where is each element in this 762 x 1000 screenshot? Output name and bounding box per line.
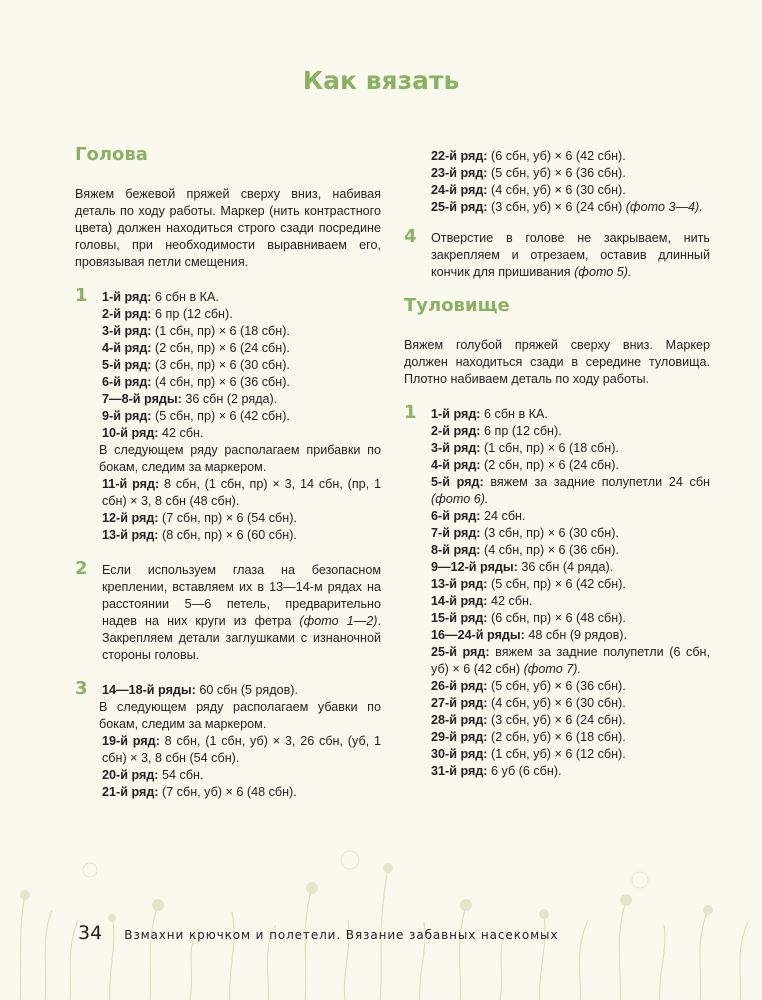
- pattern-row: [431, 457, 710, 474]
- row-label: 13-й ряд:: [102, 528, 159, 542]
- row-list: [102, 476, 381, 544]
- head-intro: Вяжем бежевой пряжей сверху вниз, набивая деталь по ходу работы. Маркер (нить контрастного цвета) должен находиться строго сзади посредине головы, при необходимости выравниваем его, провязывая петли смещения.: [75, 187, 381, 269]
- row-label: 25-й ряд:: [431, 645, 490, 659]
- row-text: 6 уб (6 сбн).: [487, 764, 562, 778]
- row-text: 6 сбн в КА.: [151, 290, 219, 304]
- pattern-row: [431, 678, 710, 695]
- continued-rows: [404, 148, 710, 216]
- pattern-row: [431, 508, 710, 525]
- right-column: [404, 148, 710, 780]
- step-note: В следующем ряду располагаем прибавки по бокам, следим за маркером.: [99, 443, 381, 474]
- pattern-row: [431, 148, 710, 165]
- row-text: 8 сбн, (1 сбн, пр) × 3, 14 сбн, (пр, 1 сбн) × 3, 8 сбн (48 сбн).: [102, 477, 381, 508]
- row-label: 7-й ряд:: [431, 526, 481, 540]
- pattern-row: [102, 682, 381, 699]
- row-list: [102, 733, 381, 801]
- row-label: 4-й ряд:: [102, 341, 152, 355]
- pattern-row: [431, 423, 710, 440]
- row-text: (4 сбн, уб) × 6 (30 сбн).: [487, 183, 626, 197]
- row-text: (6 сбн, пр) × 6 (48 сбн).: [487, 611, 626, 625]
- row-text: (3 сбн, уб) × 6 (24 сбн): [487, 200, 626, 214]
- pattern-row: [102, 408, 381, 425]
- pattern-row: [102, 340, 381, 357]
- row-text: 54 сбн.: [158, 768, 204, 782]
- row-text: (5 сбн, уб) × 6 (36 сбн).: [487, 166, 626, 180]
- step-text-part: Если используем глаза на безопасном креплении, вставляем их в 13—14-м рядах на расстоянии 5—6 петель, предварительно надев на них круги из фетра: [102, 563, 381, 628]
- row-label: 13-й ряд:: [431, 577, 488, 591]
- pattern-row: [102, 306, 381, 323]
- pattern-row: [102, 357, 381, 374]
- pattern-row: [431, 199, 710, 216]
- row-text: (3 сбн, пр) × 6 (30 сбн).: [151, 358, 290, 372]
- page-number: 34: [78, 922, 103, 944]
- step-number: 1: [404, 402, 417, 423]
- row-text: (3 сбн, пр) × 6 (30 сбн).: [480, 526, 619, 540]
- row-text: 6 пр (12 сбн).: [480, 424, 562, 438]
- row-label: 20-й ряд:: [102, 768, 159, 782]
- row-label: 15-й ряд:: [431, 611, 488, 625]
- row-text: (7 сбн, уб) × 6 (48 сбн).: [158, 785, 297, 799]
- row-label: 29-й ряд:: [431, 730, 488, 744]
- step-number: 2: [75, 558, 88, 579]
- row-text: (2 сбн, пр) × 6 (24 сбн).: [151, 341, 290, 355]
- row-text: вяжем за задние полупетли (6 сбн, уб) × 6 (42 сбн): [431, 645, 710, 676]
- step-note: В следующем ряду располагаем убавки по бокам, следим за маркером.: [99, 700, 381, 731]
- meadow-illustration: [0, 800, 762, 1000]
- row-text: 42 сбн.: [158, 426, 204, 440]
- photo-ref: (фото 5).: [574, 265, 632, 279]
- row-label: 16—24-й ряды:: [431, 628, 525, 642]
- row-text: (1 сбн, пр) × 6 (18 сбн).: [480, 441, 619, 455]
- pattern-row: [102, 323, 381, 340]
- row-list: [102, 289, 381, 442]
- row-text: (6 сбн, уб) × 6 (42 сбн).: [487, 149, 626, 163]
- pattern-row: [431, 165, 710, 182]
- page-footer: [78, 922, 558, 944]
- pattern-row: [102, 476, 381, 510]
- pattern-row: [431, 182, 710, 199]
- section-heading-body: Туловище: [404, 295, 510, 316]
- row-label: 6-й ряд:: [431, 509, 481, 523]
- pattern-row: [431, 644, 710, 678]
- left-column: [75, 144, 381, 801]
- row-label: 3-й ряд:: [102, 324, 152, 338]
- row-label: 26-й ряд:: [431, 679, 488, 693]
- row-text: (2 сбн, пр) × 6 (24 сбн).: [480, 458, 619, 472]
- row-label: 27-й ряд:: [431, 696, 488, 710]
- step-text-part: Отверстие в голове не закрываем, нить закрепляем и отрезаем, оставив длинный кончик для пришивания: [431, 231, 710, 279]
- row-text: (5 сбн, пр) × 6 (42 сбн).: [151, 409, 290, 423]
- step-text-part: . Закрепляем детали заглушками с изнаночной стороны головы.: [102, 614, 381, 662]
- pattern-row: [431, 576, 710, 593]
- row-text: 36 сбн (4 ряда).: [517, 560, 614, 574]
- row-label: 14-й ряд:: [431, 594, 488, 608]
- row-text: (7 сбн, пр) × 6 (54 сбн).: [158, 511, 297, 525]
- row-label: 30-й ряд:: [431, 747, 488, 761]
- row-label: 12-й ряд:: [102, 511, 159, 525]
- row-label: 1-й ряд:: [102, 290, 152, 304]
- pattern-row: [431, 474, 710, 508]
- row-text: 42 сбн.: [487, 594, 533, 608]
- row-label: 25-й ряд:: [431, 200, 488, 214]
- row-text: (4 сбн, пр) × 6 (36 сбн).: [480, 543, 619, 557]
- row-text: (2 сбн, уб) × 6 (18 сбн).: [487, 730, 626, 744]
- pattern-row: [102, 784, 381, 801]
- row-label: 31-й ряд:: [431, 764, 488, 778]
- row-text: (4 сбн, пр) × 6 (36 сбн).: [151, 375, 290, 389]
- pattern-row: [431, 627, 710, 644]
- body-step-1: [404, 402, 710, 780]
- row-label: 5-й ряд:: [431, 475, 484, 489]
- head-step-3: [75, 678, 381, 801]
- row-label: 9-й ряд:: [102, 409, 152, 423]
- head-step-1: [75, 285, 381, 544]
- row-text: 24 сбн.: [480, 509, 526, 523]
- row-label: 7—8-й ряды:: [102, 392, 182, 406]
- pattern-row: [102, 527, 381, 544]
- pattern-row: [431, 712, 710, 729]
- pattern-row: [431, 593, 710, 610]
- row-text: (3 сбн, уб) × 6 (24 сбн).: [487, 713, 626, 727]
- row-text: (8 сбн, пр) × 6 (60 сбн).: [158, 528, 297, 542]
- step-number: 1: [75, 285, 88, 306]
- photo-ref: (фото 6).: [431, 492, 489, 506]
- row-label: 9—12-й ряды:: [431, 560, 518, 574]
- row-label: 10-й ряд:: [102, 426, 159, 440]
- pattern-row: [431, 559, 710, 576]
- row-label: 23-й ряд:: [431, 166, 488, 180]
- row-label: 6-й ряд:: [102, 375, 152, 389]
- row-label: 28-й ряд:: [431, 713, 488, 727]
- row-label: 4-й ряд:: [431, 458, 481, 472]
- step-text: [102, 562, 381, 664]
- head-step-2: [75, 558, 381, 664]
- row-label: 2-й ряд:: [431, 424, 481, 438]
- row-list: [102, 682, 381, 699]
- pattern-row: [431, 729, 710, 746]
- pattern-row: [102, 391, 381, 408]
- row-label: 11-й ряд:: [102, 477, 160, 491]
- pattern-row: [431, 695, 710, 712]
- pattern-row: [431, 406, 710, 423]
- step-text: [431, 230, 710, 281]
- row-text: (5 сбн, пр) × 6 (42 сбн).: [487, 577, 626, 591]
- row-text: 60 сбн (5 рядов).: [195, 683, 298, 697]
- pattern-row: [102, 374, 381, 391]
- photo-ref: (фото 7).: [523, 662, 581, 676]
- pattern-row: [431, 746, 710, 763]
- row-label: 3-й ряд:: [431, 441, 481, 455]
- row-label: 19-й ряд:: [102, 734, 160, 748]
- body-intro: Вяжем голубой пряжей сверху вниз. Маркер должен находиться сзади в середине туловища. Плотно набиваем деталь по ходу работы.: [404, 338, 710, 386]
- row-text: 6 сбн в КА.: [480, 407, 548, 421]
- pattern-row: [102, 767, 381, 784]
- pattern-row: [431, 440, 710, 457]
- row-label: 1-й ряд:: [431, 407, 481, 421]
- pattern-row: [431, 610, 710, 627]
- row-text: 8 сбн, (1 сбн, уб) × 3, 26 сбн, (уб, 1 сбн) × 3, 8 сбн (54 сбн).: [102, 734, 381, 765]
- row-label: 14—18-й ряды:: [102, 683, 196, 697]
- photo-ref: (фото 3—4).: [625, 200, 703, 214]
- row-label: 24-й ряд:: [431, 183, 488, 197]
- page-title: Как вязать: [302, 66, 460, 95]
- book-title: Взмахни крючком и полетели. Вязание забавных насекомых: [124, 928, 559, 942]
- section-heading-head: Голова: [75, 144, 148, 165]
- pattern-row: [431, 542, 710, 559]
- row-text: 48 сбн (9 рядов).: [524, 628, 627, 642]
- pattern-row: [102, 425, 381, 442]
- row-text: (5 сбн, уб) × 6 (36 сбн).: [487, 679, 626, 693]
- pattern-row: [102, 289, 381, 306]
- row-text: 6 пр (12 сбн).: [151, 307, 233, 321]
- row-text: (1 сбн, уб) × 6 (12 сбн).: [487, 747, 626, 761]
- row-list: [431, 406, 710, 780]
- row-text: (4 сбн, уб) × 6 (30 сбн).: [487, 696, 626, 710]
- photo-ref: (фото 1—2): [299, 614, 378, 628]
- row-label: 21-й ряд:: [102, 785, 159, 799]
- head-step-4: [404, 226, 710, 281]
- row-label: 8-й ряд:: [431, 543, 481, 557]
- row-text: вяжем за задние полупетли 24 сбн: [483, 475, 710, 489]
- pattern-row: [102, 510, 381, 527]
- row-label: 22-й ряд:: [431, 149, 488, 163]
- row-label: 5-й ряд:: [102, 358, 152, 372]
- pattern-row: [102, 733, 381, 767]
- row-text: (1 сбн, пр) × 6 (18 сбн).: [151, 324, 290, 338]
- pattern-row: [431, 763, 710, 780]
- row-text: 36 сбн (2 ряда).: [181, 392, 278, 406]
- step-number: 4: [404, 226, 417, 247]
- step-number: 3: [75, 678, 88, 699]
- pattern-row: [431, 525, 710, 542]
- row-label: 2-й ряд:: [102, 307, 152, 321]
